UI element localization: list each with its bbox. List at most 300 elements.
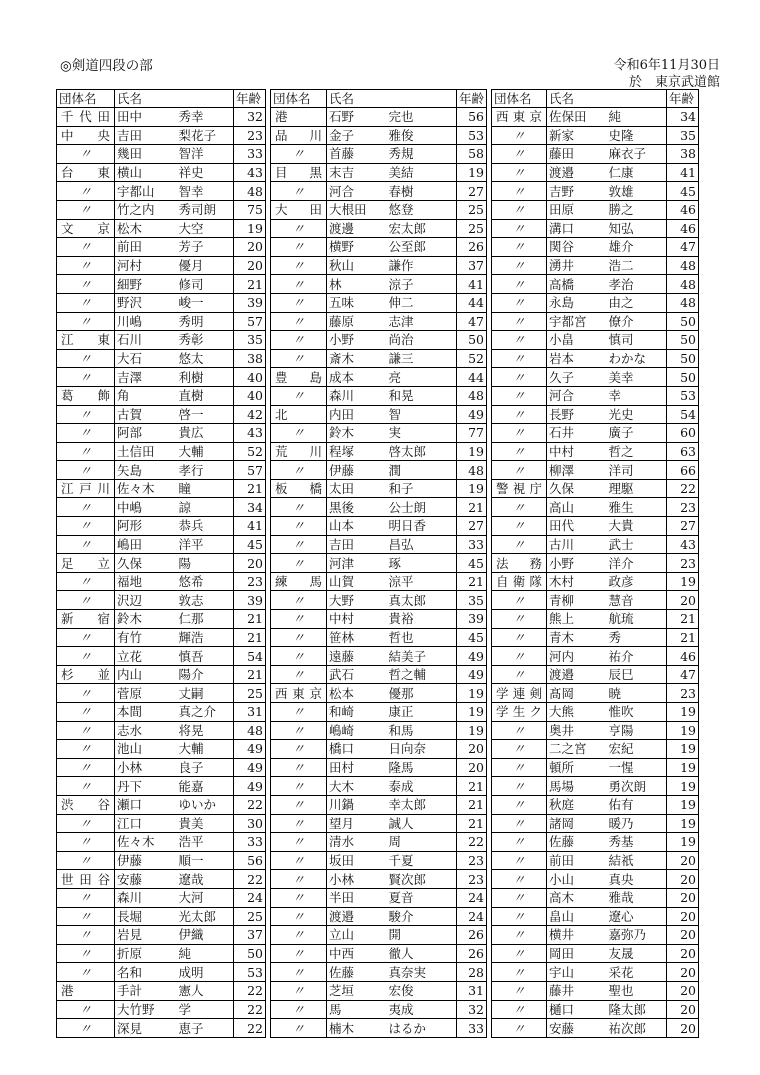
team-name: 〃 xyxy=(79,239,92,255)
table-row xyxy=(492,665,699,684)
team-cell xyxy=(271,628,327,647)
team-cell xyxy=(271,610,327,629)
given-name: 徹人 xyxy=(387,944,457,963)
family-name: 嶋田 xyxy=(115,535,177,554)
given-name: 丈嗣 xyxy=(177,684,234,703)
team-cell xyxy=(271,424,327,443)
family-name: 伊藤 xyxy=(115,851,177,870)
team-name: 〃 xyxy=(292,908,305,924)
team-name: 〃 xyxy=(79,853,92,869)
family-name: 阿部 xyxy=(115,424,177,443)
given-name: 哲之 xyxy=(607,442,667,461)
table-row xyxy=(492,386,699,405)
team-name: 〃 xyxy=(512,983,526,999)
given-name: 完也 xyxy=(387,108,457,127)
table-row xyxy=(271,312,487,331)
family-name: 菅原 xyxy=(115,684,177,703)
table-row xyxy=(492,238,699,257)
given-name: 春樹 xyxy=(387,182,457,201)
table-row xyxy=(57,461,266,480)
family-name: 古川 xyxy=(547,535,607,554)
team-cell xyxy=(492,610,547,629)
given-name: 友晟 xyxy=(607,944,667,963)
team-cell xyxy=(492,461,547,480)
team-name: 〃 xyxy=(79,648,92,664)
given-name: 賢次郎 xyxy=(387,870,457,889)
table-row xyxy=(57,293,266,312)
family-name: 鈴木 xyxy=(115,610,177,629)
age-cell: 50 xyxy=(667,312,699,331)
age-cell: 27 xyxy=(667,517,699,536)
family-name: 志水 xyxy=(115,721,177,740)
family-name: 田代 xyxy=(547,517,607,536)
team-cell xyxy=(57,926,115,945)
age-cell: 57 xyxy=(234,461,266,480)
team-cell xyxy=(492,293,547,312)
team-name: 〃 xyxy=(79,351,92,367)
age-cell: 47 xyxy=(457,312,487,331)
team-name: 〃 xyxy=(79,313,92,329)
family-name: 首藤 xyxy=(327,145,387,164)
table-row xyxy=(271,256,487,275)
table-row xyxy=(492,907,699,926)
given-name: 啓一 xyxy=(177,405,234,424)
family-name: 佐藤 xyxy=(547,833,607,852)
given-name: 啓太郎 xyxy=(387,442,457,461)
team-cell xyxy=(492,405,547,424)
age-cell: 50 xyxy=(667,368,699,387)
given-name: 隆太郎 xyxy=(607,1000,667,1019)
team-header: 団体名 xyxy=(271,90,327,108)
given-name: 暖乃 xyxy=(607,814,667,833)
age-cell: 33 xyxy=(234,145,266,164)
team-cell xyxy=(271,461,327,480)
team-name: 〃 xyxy=(292,704,305,720)
given-name: 真之介 xyxy=(177,703,234,722)
team-name: 〃 xyxy=(512,239,526,255)
team-name: 〃 xyxy=(292,927,305,943)
age-cell: 49 xyxy=(234,758,266,777)
family-name: 田原 xyxy=(547,200,607,219)
given-name: 光史 xyxy=(607,405,667,424)
family-name: 黒後 xyxy=(327,498,387,517)
table-row xyxy=(492,461,699,480)
given-name: 大輔 xyxy=(177,740,234,759)
team-cell xyxy=(57,814,115,833)
table-row xyxy=(492,851,699,870)
family-name: 瀬口 xyxy=(115,795,177,814)
team-cell xyxy=(57,256,115,275)
table-row xyxy=(57,814,266,833)
team-name: 荒 川 xyxy=(275,443,322,459)
age-cell: 22 xyxy=(457,833,487,852)
team-name: 〃 xyxy=(292,834,305,850)
family-name: 太田 xyxy=(327,479,387,498)
team-cell xyxy=(492,1000,547,1019)
given-name: 理駆 xyxy=(607,479,667,498)
given-name: 知弘 xyxy=(607,219,667,238)
family-name: 佐保田 xyxy=(547,108,607,127)
given-name: 貴裕 xyxy=(387,610,457,629)
team-cell xyxy=(492,108,547,127)
given-name: 昌弘 xyxy=(387,535,457,554)
family-name: 熊上 xyxy=(547,610,607,629)
header-row xyxy=(57,90,266,108)
family-name: 石野 xyxy=(327,108,387,127)
given-name: 雅俊 xyxy=(387,126,457,145)
age-cell: 53 xyxy=(457,126,487,145)
age-cell: 32 xyxy=(457,1000,487,1019)
age-cell: 47 xyxy=(667,238,699,257)
table-row xyxy=(57,368,266,387)
given-name: 敦志 xyxy=(177,591,234,610)
given-name: 和子 xyxy=(387,479,457,498)
team-cell xyxy=(57,182,115,201)
age-cell: 20 xyxy=(234,256,266,275)
team-cell xyxy=(492,740,547,759)
team-name: 〃 xyxy=(292,946,305,962)
family-name: 松本 xyxy=(327,684,387,703)
given-name: 恭兵 xyxy=(177,517,234,536)
given-name: 公至郎 xyxy=(387,238,457,257)
team-name: 〃 xyxy=(512,871,526,887)
given-name: 政彦 xyxy=(607,572,667,591)
age-cell: 52 xyxy=(234,442,266,461)
table-row xyxy=(271,703,487,722)
age-cell: 48 xyxy=(457,386,487,405)
table-row xyxy=(492,479,699,498)
team-cell xyxy=(57,721,115,740)
family-name: 立花 xyxy=(115,647,177,666)
family-name: 吉田 xyxy=(327,535,387,554)
team-name: 〃 xyxy=(512,499,526,515)
family-name: 福地 xyxy=(115,572,177,591)
team-cell xyxy=(57,126,115,145)
team-cell xyxy=(57,1000,115,1019)
team-cell xyxy=(57,349,115,368)
team-name: 〃 xyxy=(292,258,305,274)
table-row xyxy=(57,963,266,982)
team-name: 〃 xyxy=(79,1001,92,1017)
table-row xyxy=(57,145,266,164)
given-name: 貴美 xyxy=(177,814,234,833)
table-row xyxy=(271,740,487,759)
team-cell xyxy=(57,461,115,480)
family-name: 河内 xyxy=(547,647,607,666)
family-name: 半田 xyxy=(327,888,387,907)
age-cell: 48 xyxy=(667,256,699,275)
team-cell xyxy=(271,944,327,963)
age-cell: 37 xyxy=(457,256,487,275)
table-row xyxy=(57,182,266,201)
team-name: 〃 xyxy=(512,313,526,329)
given-name: 琢 xyxy=(387,554,457,573)
table-row xyxy=(271,1000,487,1019)
given-name: 悠希 xyxy=(177,572,234,591)
age-cell: 19 xyxy=(457,721,487,740)
age-cell: 33 xyxy=(234,833,266,852)
family-name: 河合 xyxy=(327,182,387,201)
team-cell xyxy=(57,795,115,814)
team-cell xyxy=(271,293,327,312)
family-name: 五味 xyxy=(327,293,387,312)
team-cell xyxy=(57,628,115,647)
team-name: 〃 xyxy=(292,648,305,664)
team-name: 〃 xyxy=(512,629,526,645)
age-cell: 20 xyxy=(667,851,699,870)
team-name: 豊 島 xyxy=(275,369,322,385)
table-row xyxy=(492,424,699,443)
family-name: 楠木 xyxy=(327,1019,387,1038)
age-cell: 21 xyxy=(457,498,487,517)
team-name: 〃 xyxy=(292,239,305,255)
table-row xyxy=(57,256,266,275)
team-name: 〃 xyxy=(79,760,92,776)
given-name: 伸二 xyxy=(387,293,457,312)
team-name: 〃 xyxy=(79,927,92,943)
family-name: 名和 xyxy=(115,963,177,982)
team-cell xyxy=(492,517,547,536)
table-row xyxy=(271,200,487,219)
team-name: 〃 xyxy=(79,890,92,906)
team-name: 〃 xyxy=(512,667,526,683)
age-cell: 35 xyxy=(457,591,487,610)
team-name: 世田谷 xyxy=(61,871,110,887)
table-row xyxy=(271,926,487,945)
age-cell: 60 xyxy=(667,424,699,443)
age-cell: 39 xyxy=(457,610,487,629)
team-cell xyxy=(57,610,115,629)
team-cell xyxy=(492,145,547,164)
table-row xyxy=(271,647,487,666)
given-name: 尚治 xyxy=(387,331,457,350)
team-name: 〃 xyxy=(512,183,526,199)
team-cell xyxy=(492,703,547,722)
team-name: 〃 xyxy=(292,871,305,887)
family-name: 藤井 xyxy=(547,981,607,1000)
team-name: 〃 xyxy=(512,927,526,943)
team-name: 〃 xyxy=(512,815,526,831)
family-name: 奥井 xyxy=(547,721,607,740)
given-name: 公士朗 xyxy=(387,498,457,517)
age-cell: 40 xyxy=(234,386,266,405)
family-name: 久保 xyxy=(115,554,177,573)
age-cell: 53 xyxy=(667,386,699,405)
team-cell xyxy=(271,703,327,722)
table-row xyxy=(271,331,487,350)
team-cell xyxy=(492,944,547,963)
team-name: 自衛隊 xyxy=(496,574,543,590)
family-name: 安藤 xyxy=(115,870,177,889)
age-cell: 20 xyxy=(667,944,699,963)
age-cell: 26 xyxy=(457,926,487,945)
given-name: 惟吹 xyxy=(607,703,667,722)
table-row xyxy=(57,926,266,945)
age-cell: 20 xyxy=(457,740,487,759)
team-name: 〃 xyxy=(79,722,92,738)
family-name: 高山 xyxy=(547,498,607,517)
table-row xyxy=(271,665,487,684)
given-name: 純 xyxy=(607,108,667,127)
family-name: 本間 xyxy=(115,703,177,722)
family-name: 青柳 xyxy=(547,591,607,610)
roster-block-1 xyxy=(56,89,266,1038)
given-name: 慎吾 xyxy=(177,647,234,666)
given-name: 直樹 xyxy=(177,386,234,405)
age-cell: 25 xyxy=(234,907,266,926)
given-name: ゆいか xyxy=(177,795,234,814)
age-cell: 22 xyxy=(234,795,266,814)
age-cell: 23 xyxy=(457,870,487,889)
family-name: 秋山 xyxy=(327,256,387,275)
team-cell xyxy=(492,554,547,573)
family-name: 中嶋 xyxy=(115,498,177,517)
team-name: 学生ク xyxy=(496,704,543,720)
table-row xyxy=(57,591,266,610)
age-cell: 21 xyxy=(234,665,266,684)
team-header: 団体名 xyxy=(57,90,115,108)
age-cell: 35 xyxy=(667,126,699,145)
given-name: 涼子 xyxy=(387,275,457,294)
age-cell: 32 xyxy=(234,108,266,127)
given-name: 洋平 xyxy=(177,535,234,554)
team-name: 〃 xyxy=(79,908,92,924)
team-cell xyxy=(57,758,115,777)
team-name: 港 xyxy=(61,983,74,999)
given-name: 秀司朗 xyxy=(177,200,234,219)
table-row xyxy=(271,963,487,982)
team-name: 〃 xyxy=(79,258,92,274)
age-cell: 43 xyxy=(234,424,266,443)
team-cell xyxy=(271,740,327,759)
table-row xyxy=(271,572,487,591)
team-cell xyxy=(492,647,547,666)
table-row xyxy=(271,610,487,629)
given-name: 瞳 xyxy=(177,479,234,498)
team-name: 〃 xyxy=(512,1020,526,1036)
team-cell xyxy=(57,386,115,405)
age-cell: 24 xyxy=(457,907,487,926)
given-name: 武士 xyxy=(607,535,667,554)
given-name: 実 xyxy=(387,424,457,443)
age-cell: 27 xyxy=(457,182,487,201)
table-row xyxy=(492,182,699,201)
age-cell: 50 xyxy=(667,331,699,350)
family-name: 池山 xyxy=(115,740,177,759)
team-cell xyxy=(492,498,547,517)
team-name: 〃 xyxy=(512,834,526,850)
family-name: 青木 xyxy=(547,628,607,647)
event-date: 令和6年11月30日 xyxy=(613,58,720,73)
team-cell xyxy=(492,349,547,368)
family-name: 森川 xyxy=(327,386,387,405)
given-name: 光太郎 xyxy=(177,907,234,926)
age-cell: 39 xyxy=(234,293,266,312)
given-name: 優月 xyxy=(177,256,234,275)
team-name: 〃 xyxy=(512,946,526,962)
age-cell: 58 xyxy=(457,145,487,164)
table-row xyxy=(271,814,487,833)
given-name: 秀 xyxy=(607,628,667,647)
team-name: 文 京 xyxy=(61,220,110,236)
team-name: 〃 xyxy=(512,369,526,385)
table-row xyxy=(492,628,699,647)
table-row xyxy=(492,331,699,350)
age-cell: 37 xyxy=(234,926,266,945)
given-name: 哲也 xyxy=(387,628,457,647)
team-name: 〃 xyxy=(512,332,526,348)
team-name: 〃 xyxy=(79,536,92,552)
team-name: 〃 xyxy=(512,202,526,218)
family-name: 江口 xyxy=(115,814,177,833)
team-name: 〃 xyxy=(79,629,92,645)
age-cell: 41 xyxy=(457,275,487,294)
family-name: 長堀 xyxy=(115,907,177,926)
family-name: 岡田 xyxy=(547,944,607,963)
team-name: 〃 xyxy=(292,797,305,813)
age-cell: 43 xyxy=(234,163,266,182)
age-cell: 22 xyxy=(234,1000,266,1019)
given-name: 亨陽 xyxy=(607,721,667,740)
team-name: 〃 xyxy=(292,295,305,311)
given-name: 智幸 xyxy=(177,182,234,201)
table-row xyxy=(57,442,266,461)
family-name: 横山 xyxy=(115,163,177,182)
team-cell xyxy=(271,851,327,870)
given-name: 夏音 xyxy=(387,888,457,907)
given-name: 伊織 xyxy=(177,926,234,945)
age-cell: 19 xyxy=(457,684,487,703)
table-row xyxy=(492,721,699,740)
team-cell xyxy=(271,1000,327,1019)
table-row xyxy=(271,851,487,870)
given-name: 史隆 xyxy=(607,126,667,145)
team-name: 〃 xyxy=(292,667,305,683)
table-row xyxy=(57,479,266,498)
age-cell: 52 xyxy=(457,349,487,368)
table-row xyxy=(271,498,487,517)
table-row xyxy=(492,610,699,629)
family-name: 鈴木 xyxy=(327,424,387,443)
team-name: 〃 xyxy=(79,741,92,757)
table-row xyxy=(271,758,487,777)
team-cell xyxy=(57,293,115,312)
table-row xyxy=(271,219,487,238)
table-row xyxy=(492,517,699,536)
team-name: 〃 xyxy=(512,462,526,478)
table-row xyxy=(57,238,266,257)
given-name: 学 xyxy=(177,1000,234,1019)
age-cell: 27 xyxy=(457,517,487,536)
given-name: 和馬 xyxy=(387,721,457,740)
given-name: 貴広 xyxy=(177,424,234,443)
family-name: 前田 xyxy=(115,238,177,257)
family-name: 川嶋 xyxy=(115,312,177,331)
roster-block-2 xyxy=(270,89,487,1038)
team-cell xyxy=(57,647,115,666)
age-cell: 38 xyxy=(667,145,699,164)
team-name: 〃 xyxy=(79,834,92,850)
given-name: 聖也 xyxy=(607,981,667,1000)
family-name: 佐々木 xyxy=(115,479,177,498)
age-cell: 34 xyxy=(234,498,266,517)
team-cell xyxy=(271,684,327,703)
family-name: 小林 xyxy=(327,870,387,889)
team-cell xyxy=(271,833,327,852)
team-cell xyxy=(492,572,547,591)
given-name: 慧音 xyxy=(607,591,667,610)
team-name: 〃 xyxy=(292,388,305,404)
